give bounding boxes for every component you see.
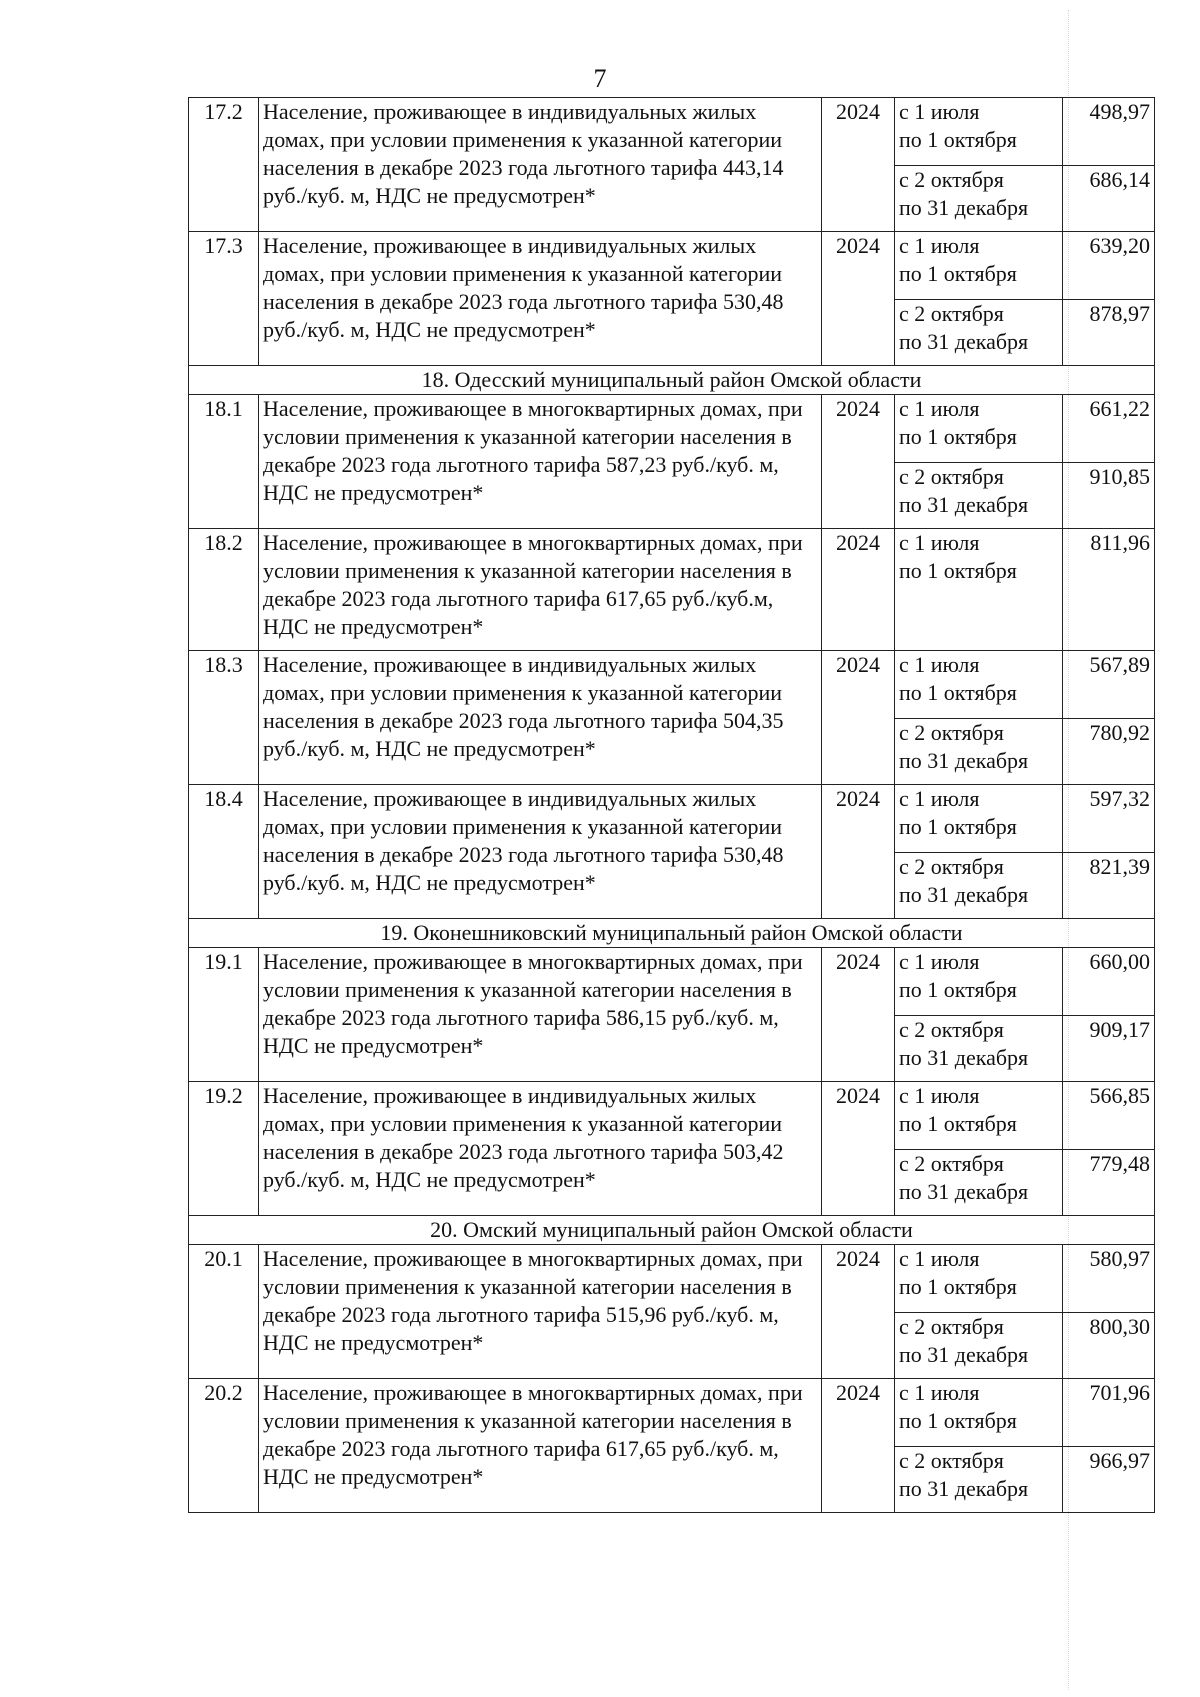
tariff-value: 821,39 (1063, 853, 1155, 919)
row-description: Население, проживающее в индивидуальных жилых домах, при условии применения к указанной категории населения в декабре 2023 года льготного тарифа 530,48 руб./куб. м, НДС не предусмотрен* (259, 232, 822, 366)
row-number: 17.3 (189, 232, 259, 366)
period-to: по 31 декабря (899, 195, 1029, 220)
period-to: по 31 декабря (899, 882, 1029, 907)
period-from: с 1 июля (899, 786, 980, 811)
row-year: 2024 (822, 1082, 895, 1216)
period-from: с 1 июля (899, 530, 980, 555)
table-row (189, 948, 1155, 1016)
tariff-value: 660,00 (1063, 948, 1155, 1016)
row-year: 2024 (822, 395, 895, 529)
row-number: 20.2 (189, 1379, 259, 1513)
period-cell (895, 529, 1063, 651)
period-to: по 31 декабря (899, 492, 1029, 517)
period-from: с 2 октября (899, 854, 1004, 879)
period-cell (895, 1016, 1063, 1082)
row-year: 2024 (822, 785, 895, 919)
tariff-value: 566,85 (1063, 1082, 1155, 1150)
row-year: 2024 (822, 529, 895, 651)
tariff-value: 597,32 (1063, 785, 1155, 853)
period-cell (895, 1379, 1063, 1447)
period-from: с 1 июля (899, 233, 980, 258)
row-year: 2024 (822, 98, 895, 232)
row-description: Население, проживающее в многоквартирных домах, при условии применения к указанной категории населения в декабре 2023 года льготного тарифа 617,65 руб./куб.м, НДС не предусмотрен* (259, 529, 822, 651)
tariff-value: 878,97 (1063, 300, 1155, 366)
section-title: 20. Омский муниципальный район Омской области (189, 1216, 1155, 1245)
period-cell (895, 853, 1063, 919)
period-from: с 2 октября (899, 720, 1004, 745)
table-row (189, 1245, 1155, 1313)
tariff-table (188, 97, 1155, 1513)
row-year: 2024 (822, 1379, 895, 1513)
period-from: с 1 июля (899, 396, 980, 421)
tariff-value: 966,97 (1063, 1447, 1155, 1513)
period-from: с 2 октября (899, 1448, 1004, 1473)
period-to: по 1 октября (899, 1274, 1017, 1299)
period-to: по 31 декабря (899, 1342, 1029, 1367)
row-description: Население, проживающее в многоквартирных домах, при условии применения к указанной категории населения в декабре 2023 года льготного тарифа 515,96 руб./куб. м, НДС не предусмотрен* (259, 1245, 822, 1379)
period-cell (895, 1245, 1063, 1313)
row-year: 2024 (822, 948, 895, 1082)
row-description: Население, проживающее в индивидуальных жилых домах, при условии применения к указанной категории населения в декабре 2023 года льготного тарифа 443,14 руб./куб. м, НДС не предусмотрен* (259, 98, 822, 232)
row-year: 2024 (822, 651, 895, 785)
period-from: с 2 октября (899, 301, 1004, 326)
period-from: с 2 октября (899, 464, 1004, 489)
tariff-table-body (189, 98, 1155, 1513)
period-to: по 31 декабря (899, 329, 1029, 354)
period-from: с 2 октября (899, 1314, 1004, 1339)
period-to: по 1 октября (899, 127, 1017, 152)
table-row (189, 1082, 1155, 1150)
period-to: по 1 октября (899, 814, 1017, 839)
row-description: Население, проживающее в многоквартирных домах, при условии применения к указанной категории населения в декабре 2023 года льготного тарифа 587,23 руб./куб. м, НДС не предусмотрен* (259, 395, 822, 529)
period-from: с 2 октября (899, 167, 1004, 192)
period-cell (895, 719, 1063, 785)
period-to: по 1 октября (899, 680, 1017, 705)
period-to: по 1 октября (899, 977, 1017, 1002)
period-to: по 1 октября (899, 424, 1017, 449)
table-row (189, 529, 1155, 651)
row-number: 18.3 (189, 651, 259, 785)
period-from: с 1 июля (899, 1246, 980, 1271)
period-cell (895, 98, 1063, 166)
row-description: Население, проживающее в многоквартирных домах, при условии применения к указанной категории населения в декабре 2023 года льготного тарифа 617,65 руб./куб. м, НДС не предусмотрен* (259, 1379, 822, 1513)
period-cell (895, 166, 1063, 232)
tariff-value: 910,85 (1063, 463, 1155, 529)
tariff-value: 686,14 (1063, 166, 1155, 232)
period-to: по 31 декабря (899, 1045, 1029, 1070)
section-row (189, 919, 1155, 948)
tariff-value: 701,96 (1063, 1379, 1155, 1447)
table-row (189, 98, 1155, 166)
tariff-value: 580,97 (1063, 1245, 1155, 1313)
period-cell (895, 463, 1063, 529)
period-to: по 1 октября (899, 1111, 1017, 1136)
row-description: Население, проживающее в индивидуальных жилых домах, при условии применения к указанной категории населения в декабре 2023 года льготного тарифа 504,35 руб./куб. м, НДС не предусмотрен* (259, 651, 822, 785)
tariff-value: 567,89 (1063, 651, 1155, 719)
tariff-value: 800,30 (1063, 1313, 1155, 1379)
period-cell (895, 1313, 1063, 1379)
period-from: с 1 июля (899, 1380, 980, 1405)
period-from: с 1 июля (899, 1083, 980, 1108)
period-cell (895, 948, 1063, 1016)
tariff-value: 909,17 (1063, 1016, 1155, 1082)
period-from: с 2 октября (899, 1151, 1004, 1176)
period-cell (895, 300, 1063, 366)
tariff-value: 811,96 (1063, 529, 1155, 651)
period-cell (895, 232, 1063, 300)
row-description: Население, проживающее в многоквартирных домах, при условии применения к указанной категории населения в декабре 2023 года льготного тарифа 586,15 руб./куб. м, НДС не предусмотрен* (259, 948, 822, 1082)
row-number: 19.2 (189, 1082, 259, 1216)
row-year: 2024 (822, 1245, 895, 1379)
section-title: 18. Одесский муниципальный район Омской области (189, 366, 1155, 395)
row-year: 2024 (822, 232, 895, 366)
section-row (189, 1216, 1155, 1245)
section-row (189, 366, 1155, 395)
row-number: 17.2 (189, 98, 259, 232)
period-from: с 1 июля (899, 652, 980, 677)
table-row (189, 1379, 1155, 1447)
table-row (189, 651, 1155, 719)
period-to: по 31 декабря (899, 1179, 1029, 1204)
period-from: с 1 июля (899, 949, 980, 974)
period-to: по 1 октября (899, 558, 1017, 583)
row-number: 18.1 (189, 395, 259, 529)
period-cell (895, 1082, 1063, 1150)
period-cell (895, 1447, 1063, 1513)
table-row (189, 785, 1155, 853)
row-description: Население, проживающее в индивидуальных жилых домах, при условии применения к указанной категории населения в декабре 2023 года льготного тарифа 530,48 руб./куб. м, НДС не предусмотрен* (259, 785, 822, 919)
row-number: 20.1 (189, 1245, 259, 1379)
section-title: 19. Оконешниковский муниципальный район Омской области (189, 919, 1155, 948)
period-to: по 31 декабря (899, 1476, 1029, 1501)
row-description: Население, проживающее в индивидуальных жилых домах, при условии применения к указанной категории населения в декабре 2023 года льготного тарифа 503,42 руб./куб. м, НДС не предусмотрен* (259, 1082, 822, 1216)
tariff-value: 661,22 (1063, 395, 1155, 463)
row-number: 19.1 (189, 948, 259, 1082)
period-cell (895, 651, 1063, 719)
table-row (189, 232, 1155, 300)
period-cell (895, 395, 1063, 463)
table-row (189, 395, 1155, 463)
tariff-value: 779,48 (1063, 1150, 1155, 1216)
period-from: с 2 октября (899, 1017, 1004, 1042)
period-cell (895, 1150, 1063, 1216)
row-number: 18.4 (189, 785, 259, 919)
period-to: по 31 декабря (899, 748, 1029, 773)
page-number: 7 (593, 64, 607, 93)
period-to: по 1 октября (899, 1408, 1017, 1433)
tariff-value: 780,92 (1063, 719, 1155, 785)
row-number: 18.2 (189, 529, 259, 651)
period-to: по 1 октября (899, 261, 1017, 286)
tariff-value: 639,20 (1063, 232, 1155, 300)
period-cell (895, 785, 1063, 853)
tariff-value: 498,97 (1063, 98, 1155, 166)
period-from: с 1 июля (899, 99, 980, 124)
